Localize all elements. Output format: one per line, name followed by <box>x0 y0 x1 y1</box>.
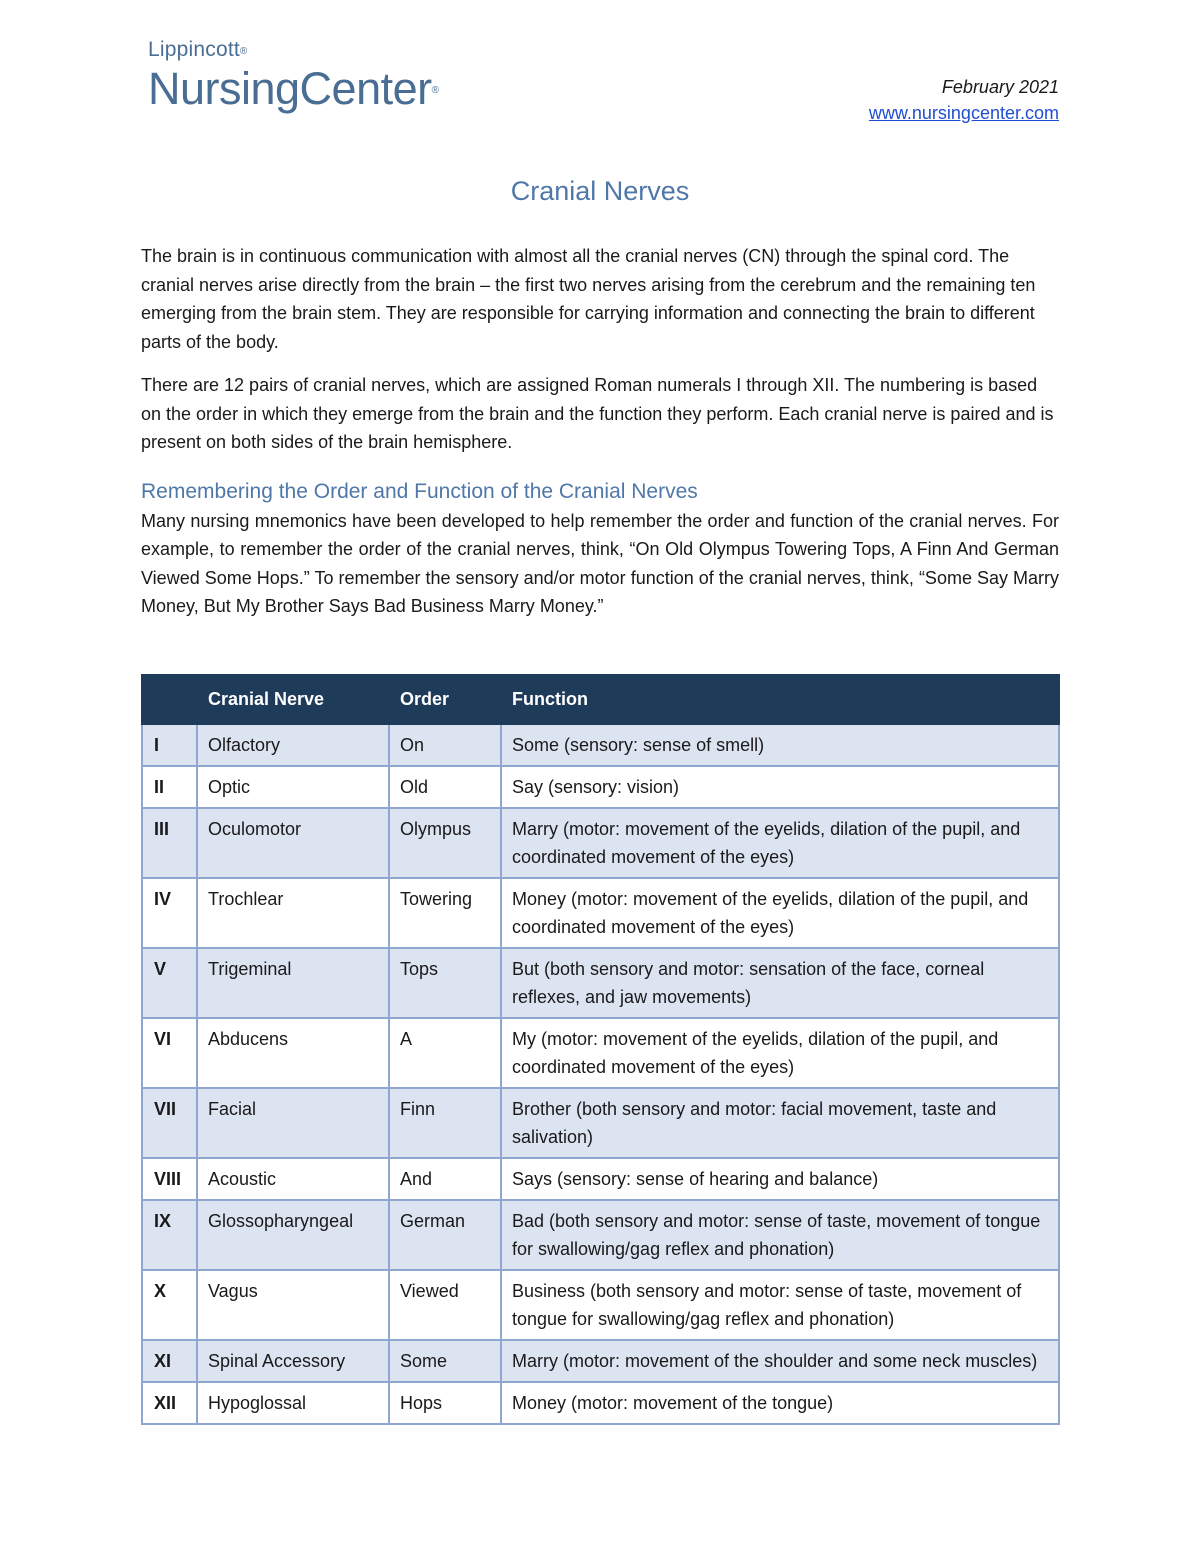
table-header-row <box>142 675 1059 724</box>
cell-function: Money (motor: movement of the tongue) <box>501 1382 1059 1424</box>
table-row <box>142 1200 1059 1270</box>
cell-numeral: VI <box>142 1018 197 1088</box>
cell-numeral: V <box>142 948 197 1018</box>
document-date: February 2021 <box>941 77 1059 97</box>
mnemonic-paragraph: Many nursing mnemonics have been developed to help remember the order and function of the cranial nerves. For example, to remember the order of the cranial nerves, think, “On Old Olympus Towering Tops, A Finn And German Viewed Some Hops.” To remember the sensory and/or motor function of the cranial nerves, think, “Some Say Marry Money, But My Brother Says Bad Business Marry Money.” <box>141 510 1059 616</box>
table-row <box>142 1018 1059 1088</box>
intro-paragraph: The brain is in continuous communication with almost all the cranial nerves (CN) through the spinal cord. The cranial nerves arise directly from the brain – the first two nerves arising from the cerebrum and the remaining ten emerging from the brain stem. They are responsible for carrying information and connecting the brain to different parts of the body. <box>141 246 1036 352</box>
cell-nerve: Glossopharyngeal <box>197 1200 389 1270</box>
cell-function: Some (sensory: sense of smell) <box>501 724 1059 766</box>
cell-order: German <box>389 1200 501 1270</box>
table-row <box>142 808 1059 878</box>
table-row <box>142 1270 1059 1340</box>
cell-numeral: IV <box>142 878 197 948</box>
cell-nerve: Optic <box>197 766 389 808</box>
cell-nerve: Vagus <box>197 1270 389 1340</box>
table-row <box>142 1088 1059 1158</box>
table-row <box>142 1340 1059 1382</box>
cell-nerve: Acoustic <box>197 1158 389 1200</box>
table-row <box>142 878 1059 948</box>
cell-function: Marry (motor: movement of the eyelids, dilation of the pupil, and coordinated movement of the eyes) <box>501 808 1059 878</box>
cell-order: Old <box>389 766 501 808</box>
cell-numeral: XI <box>142 1340 197 1382</box>
page-title: Cranial Nerves <box>510 176 690 206</box>
cell-nerve: Trigeminal <box>197 948 389 1018</box>
logo-nursingcenter: NursingCenter® <box>148 63 439 114</box>
cell-numeral: X <box>142 1270 197 1340</box>
cell-numeral: VII <box>142 1088 197 1158</box>
cranial-nerves-table <box>141 674 1060 1425</box>
cell-nerve: Olfactory <box>197 724 389 766</box>
table-row <box>142 766 1059 808</box>
cell-order: Finn <box>389 1088 501 1158</box>
table-row <box>142 948 1059 1018</box>
table-row <box>142 724 1059 766</box>
cell-nerve: Abducens <box>197 1018 389 1088</box>
cell-numeral: III <box>142 808 197 878</box>
cell-order: Viewed <box>389 1270 501 1340</box>
cell-numeral: I <box>142 724 197 766</box>
cell-nerve: Oculomotor <box>197 808 389 878</box>
cell-numeral: XII <box>142 1382 197 1424</box>
cell-function: Business (both sensory and motor: sense of taste, movement of tongue for swallowing/gag reflex and phonation) <box>501 1270 1059 1340</box>
cell-nerve: Spinal Accessory <box>197 1340 389 1382</box>
cell-order: Hops <box>389 1382 501 1424</box>
cell-function: Money (motor: movement of the eyelids, dilation of the pupil, and coordinated movement of the eyes) <box>501 878 1059 948</box>
cell-function: Marry (motor: movement of the shoulder and some neck muscles) <box>501 1340 1059 1382</box>
cell-numeral: VIII <box>142 1158 197 1200</box>
header-order: Order <box>389 675 501 724</box>
logo-lippincott: Lippincott® <box>148 38 248 61</box>
table-row <box>142 1158 1059 1200</box>
website-link[interactable]: www.nursingcenter.com <box>868 103 1059 123</box>
cell-numeral: II <box>142 766 197 808</box>
cell-order: On <box>389 724 501 766</box>
cell-numeral: IX <box>142 1200 197 1270</box>
cell-order: Towering <box>389 878 501 948</box>
cell-function: Bad (both sensory and motor: sense of taste, movement of tongue for swallowing/gag reflex and phonation) <box>501 1200 1059 1270</box>
header-cranial-nerve: Cranial Nerve <box>197 675 389 724</box>
header-info <box>869 74 1059 126</box>
cell-function: Says (sensory: sense of hearing and balance) <box>501 1158 1059 1200</box>
cell-function: Brother (both sensory and motor: facial movement, taste and salivation) <box>501 1088 1059 1158</box>
cell-nerve: Facial <box>197 1088 389 1158</box>
cell-order: Tops <box>389 948 501 1018</box>
cell-order: Olympus <box>389 808 501 878</box>
numbering-paragraph: There are 12 pairs of cranial nerves, which are assigned Roman numerals I through XII. The numbering is based on the order in which they emerge from the brain and the function they perform. Each cranial nerve is paired and is present on both sides of the brain hemisphere. <box>141 375 1054 452</box>
cell-order: A <box>389 1018 501 1088</box>
cell-nerve: Trochlear <box>197 878 389 948</box>
table-row <box>142 1382 1059 1424</box>
document-body <box>141 242 1059 636</box>
cell-function: Say (sensory: vision) <box>501 766 1059 808</box>
cell-nerve: Hypoglossal <box>197 1382 389 1424</box>
header-numeral <box>142 675 197 724</box>
cell-function: But (both sensory and motor: sensation of the face, corneal reflexes, and jaw movements) <box>501 948 1059 1018</box>
section-heading: Remembering the Order and Function of the Cranial Nerves <box>141 479 698 503</box>
cell-order: And <box>389 1158 501 1200</box>
brand-logo <box>148 38 439 114</box>
header-function: Function <box>501 675 1059 724</box>
cell-function: My (motor: movement of the eyelids, dilation of the pupil, and coordinated movement of the eyes) <box>501 1018 1059 1088</box>
cell-order: Some <box>389 1340 501 1382</box>
